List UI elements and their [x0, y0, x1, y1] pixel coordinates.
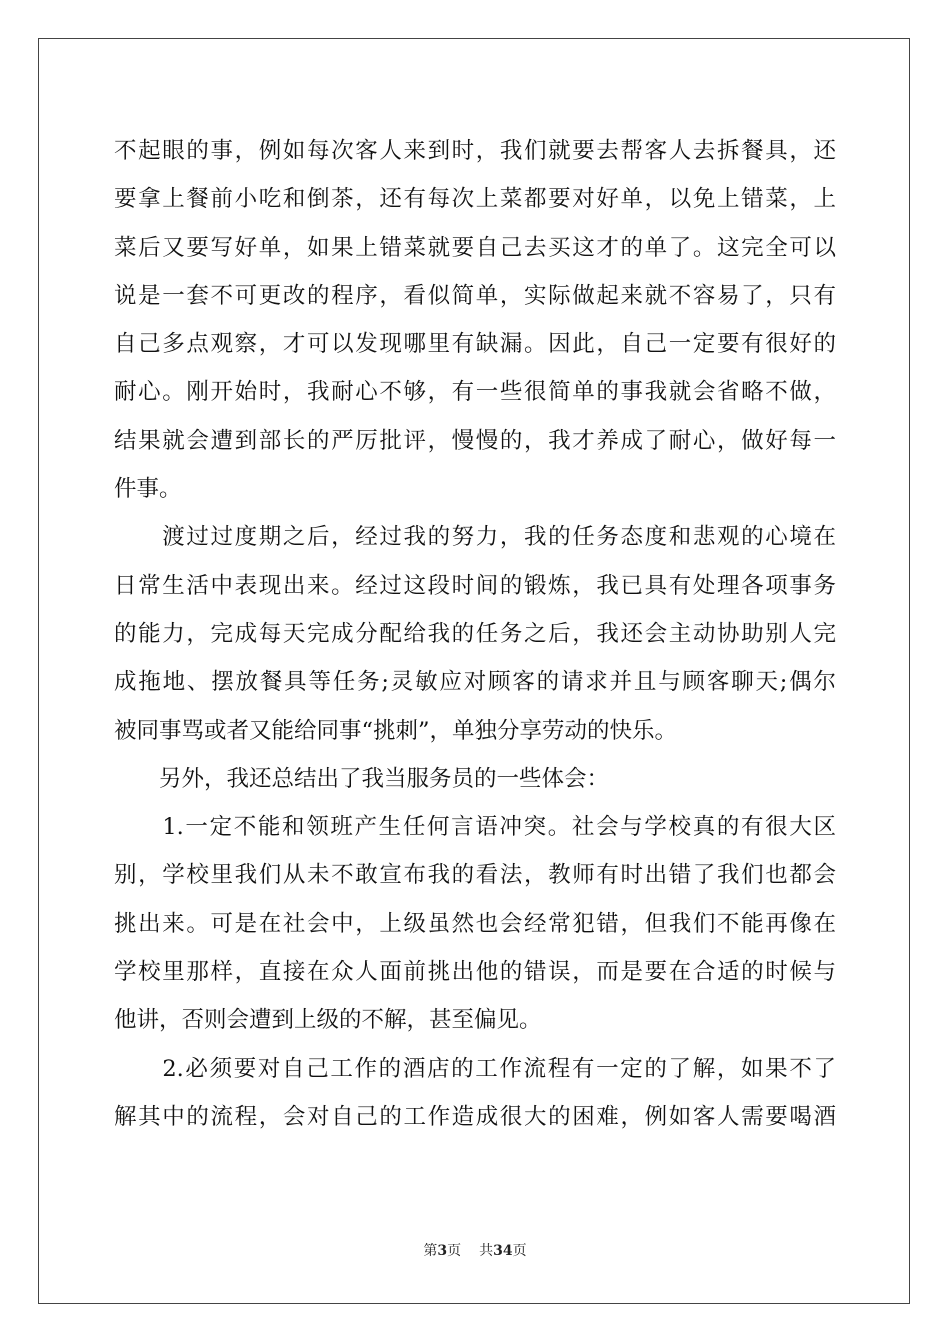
- text-line: 别，学校里我们从未不敢宣布我的看法，教师有时出错了我们也都会: [114, 862, 836, 889]
- text-line: 自己多点观察，才可以发现哪里有缺漏。因此，自己一定要有很好的: [114, 331, 836, 358]
- total-suffix: 页: [512, 1243, 527, 1259]
- text-line: 的能力，完成每天完成分配给我的任务之后，我还会主动协助别人完: [114, 620, 836, 647]
- text-line: 件事。: [114, 476, 182, 503]
- text-line: 菜后又要写好单，如果上错菜就要自己去买这才的单了。这完全可以: [114, 234, 836, 261]
- text-line: 挑出来。可是在社会中，上级虽然也会经常犯错，但我们不能再像在: [114, 910, 836, 937]
- page-footer: [0, 1241, 950, 1261]
- text-line: 耐心。刚开始时，我耐心不够，有一些很简单的事我就会省略不做，: [114, 379, 836, 406]
- document-body: [114, 127, 836, 1141]
- text-line: 另外，我还总结出了我当服务员的一些体会：: [114, 765, 610, 792]
- total-pages: 34: [493, 1243, 513, 1259]
- text-line: 日常生活中表现出来。经过这段时间的锻炼，我已具有处理各项事务: [114, 572, 836, 599]
- page-prefix: 第: [423, 1243, 438, 1259]
- text-line: 2.必须要对自己工作的酒店的工作流程有一定的了解，如果不了: [114, 1055, 836, 1082]
- text-line: 结果就会遭到部长的严厉批评，慢慢的，我才养成了耐心，做好每一: [114, 427, 836, 454]
- text-line: 不起眼的事，例如每次客人来到时，我们就要去帮客人去拆餐具，还: [114, 138, 836, 164]
- page-suffix: 页: [447, 1243, 462, 1259]
- text-line: 被同事骂或者又能给同事“挑刺”，单独分享劳动的快乐。: [114, 717, 678, 744]
- text-line: 要拿上餐前小吃和倒茶，还有每次上菜都要对好单，以免上错菜，上: [114, 186, 836, 213]
- text-line: 解其中的流程，会对自己的工作造成很大的困难，例如客人需要喝酒: [114, 1103, 836, 1130]
- page-number: 3: [437, 1243, 448, 1259]
- text-line: 学校里那样，直接在众人面前挑出他的错误，而是要在合适的时候与: [114, 959, 836, 986]
- total-prefix: 共: [479, 1243, 494, 1259]
- text-line: 渡过过度期之后，经过我的努力，我的任务态度和悲观的心境在: [114, 524, 836, 551]
- text-line: 成拖地、摆放餐具等任务;灵敏应对顾客的请求并且与顾客聊天;偶尔: [114, 669, 836, 696]
- text-line: 他讲，否则会遭到上级的不解，甚至偏见。: [114, 1007, 542, 1034]
- text-line: 说是一套不可更改的程序，看似简单，实际做起来就不容易了，只有: [114, 282, 836, 309]
- text-line: 1.一定不能和领班产生任何言语冲突。社会与学校真的有很大区: [114, 814, 836, 841]
